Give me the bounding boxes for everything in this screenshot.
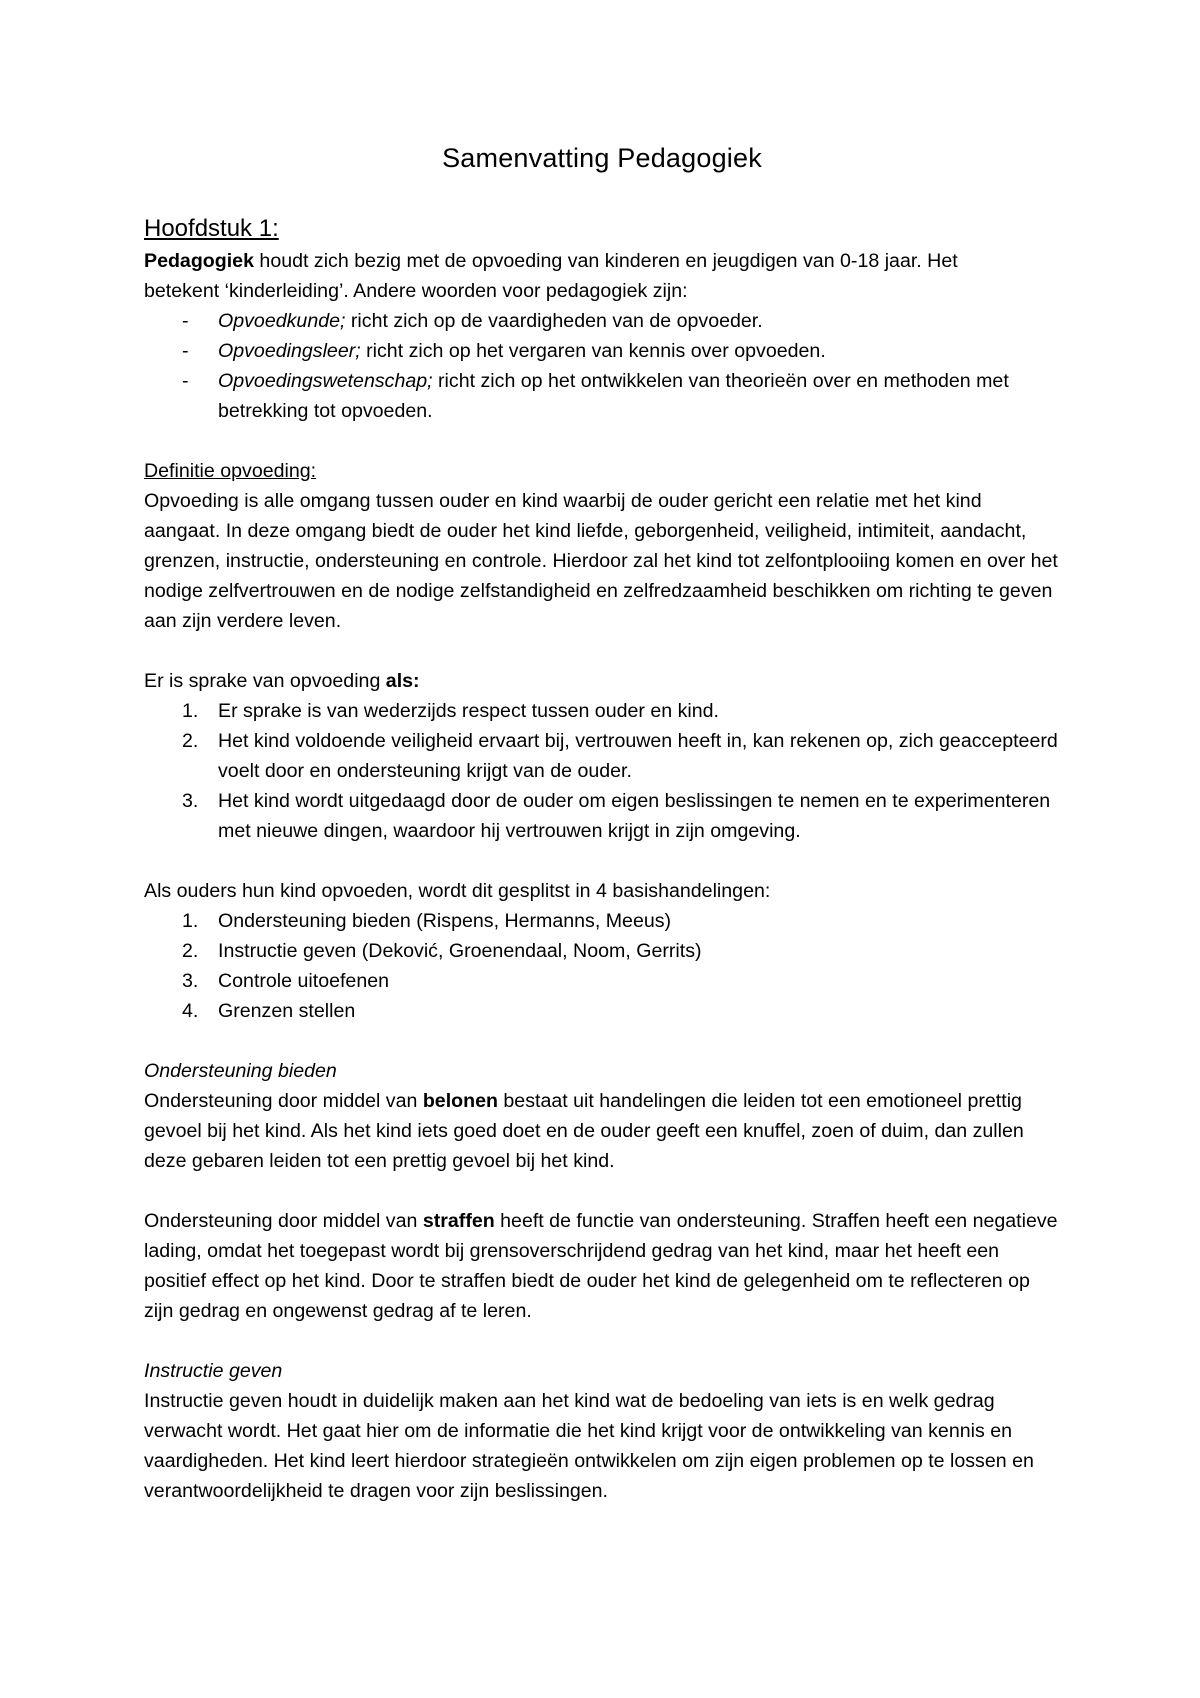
- list-item: - Opvoedkunde; richt zich op de vaardigheden van de opvoeder.: [182, 310, 763, 332]
- document-title: Samenvatting Pedagogiek: [442, 143, 762, 173]
- list-item: 1. Er sprake is van wederzijds respect tussen ouder en kind.: [182, 700, 719, 722]
- list-item: - Opvoedingswetenschap; richt zich op het ontwikkelen van theorieën over en methoden met betrekking tot opvoeden.: [182, 370, 1009, 422]
- list-item: 2. Het kind voldoende veiligheid ervaart bij, vertrouwen heeft in, kan rekenen op, zich geaccepteerd voelt door en ondersteuning krijgt van de ouder.: [182, 730, 1058, 782]
- instruction-text: Instructie geven houdt in duidelijk maken aan het kind wat de bedoeling van iets is en welk gedrag verwacht wordt. Het gaat hier om de informatie die het kind krijgt voor de ontwikkeling van kennis en vaardigheden. Het kind leert hierdoor strategieën ontwikkelen om zijn eigen problemen op te lossen en verantwoordelijkheid te dragen voor zijn beslissingen.: [144, 1390, 1034, 1502]
- definition-text: Opvoeding is alle omgang tussen ouder en kind waarbij de ouder gericht een relatie met het kind aangaat. In deze omgang biedt de ouder het kind liefde, geborgenheid, veiligheid, intimiteit, aandacht, grenzen, instructie, ondersteuning en controle. Hierdoor zal het kind tot zelfontplooiing komen en over het nodige zelfvertrouwen en de nodige zelfstandigheid en zelfredzaamheid beschikken om richting te geven aan zijn verdere leven.: [144, 490, 1058, 632]
- intro-text-line2: betekent ‘kinderleiding’. Andere woorden voor pedagogiek zijn:: [144, 280, 688, 302]
- synonym-list: [144, 306, 1060, 426]
- support-term-belonen: belonen: [422, 1090, 498, 1112]
- support-paragraph-2: Ondersteuning door middel van straffen heeft de functie van ondersteuning. Straffen heeft een negatieve lading, omdat het toegepast wordt bij grensoverschrijdend gedrag van het kind, maar het heeft een positief effect op het kind. Door te straffen biedt de ouder het kind de gelegenheid om te reflecteren op zijn gedrag en ongewenst gedrag af te leren.: [144, 1210, 1058, 1322]
- list-item: 2. Instructie geven (Deković, Groenendaal, Noom, Gerrits): [182, 940, 702, 962]
- definition-section: [144, 456, 1060, 636]
- support-term-straffen: straffen: [422, 1210, 495, 1232]
- list-item: 1. Ondersteuning bieden (Rispens, Hermanns, Meeus): [182, 910, 672, 932]
- list-item: 3. Controle uitoefenen: [182, 970, 390, 992]
- conditions-lead: Er is sprake van opvoeding als:: [144, 670, 420, 692]
- support-heading: Ondersteuning bieden: [144, 1060, 337, 1082]
- list-item: - Opvoedingsleer; richt zich op het vergaren van kennis over opvoeden.: [182, 340, 826, 362]
- conditions-list: [144, 696, 1060, 846]
- chapter-heading: Hoofdstuk 1:: [144, 215, 279, 242]
- list-item: 3. Het kind wordt uitgedaagd door de ouder om eigen beslissingen te nemen en te experimenteren met nieuwe dingen, waardoor hij vertrouwen krijgt in zijn omgeving.: [182, 790, 1051, 842]
- instruction-section: [144, 1356, 1060, 1506]
- support-section: Ondersteuning bieden Ondersteuning door middel van belonen bestaat uit handelingen die leiden tot een emotioneel prettig gevoel bij het kind. Als het kind iets goed doet en de ouder geeft een knuffel, zoen of duim, dan zullen deze gebaren leiden tot een prettig gevoel bij het kind.: [144, 1060, 1024, 1172]
- intro-paragraph: [144, 246, 1060, 306]
- instruction-heading: Instructie geven: [144, 1360, 283, 1382]
- basics-lead: Als ouders hun kind opvoeden, wordt dit gesplitst in 4 basishandelingen:: [144, 880, 771, 902]
- list-item: 4. Grenzen stellen: [182, 1000, 356, 1022]
- intro-term: Pedagogiek: [144, 250, 254, 272]
- basics-list: [144, 906, 1060, 1026]
- intro-text-line1: houdt zich bezig met de opvoeding van kinderen en jeugdigen van 0-18 jaar. Het: [253, 250, 958, 272]
- definition-heading: Definitie opvoeding:: [144, 460, 317, 482]
